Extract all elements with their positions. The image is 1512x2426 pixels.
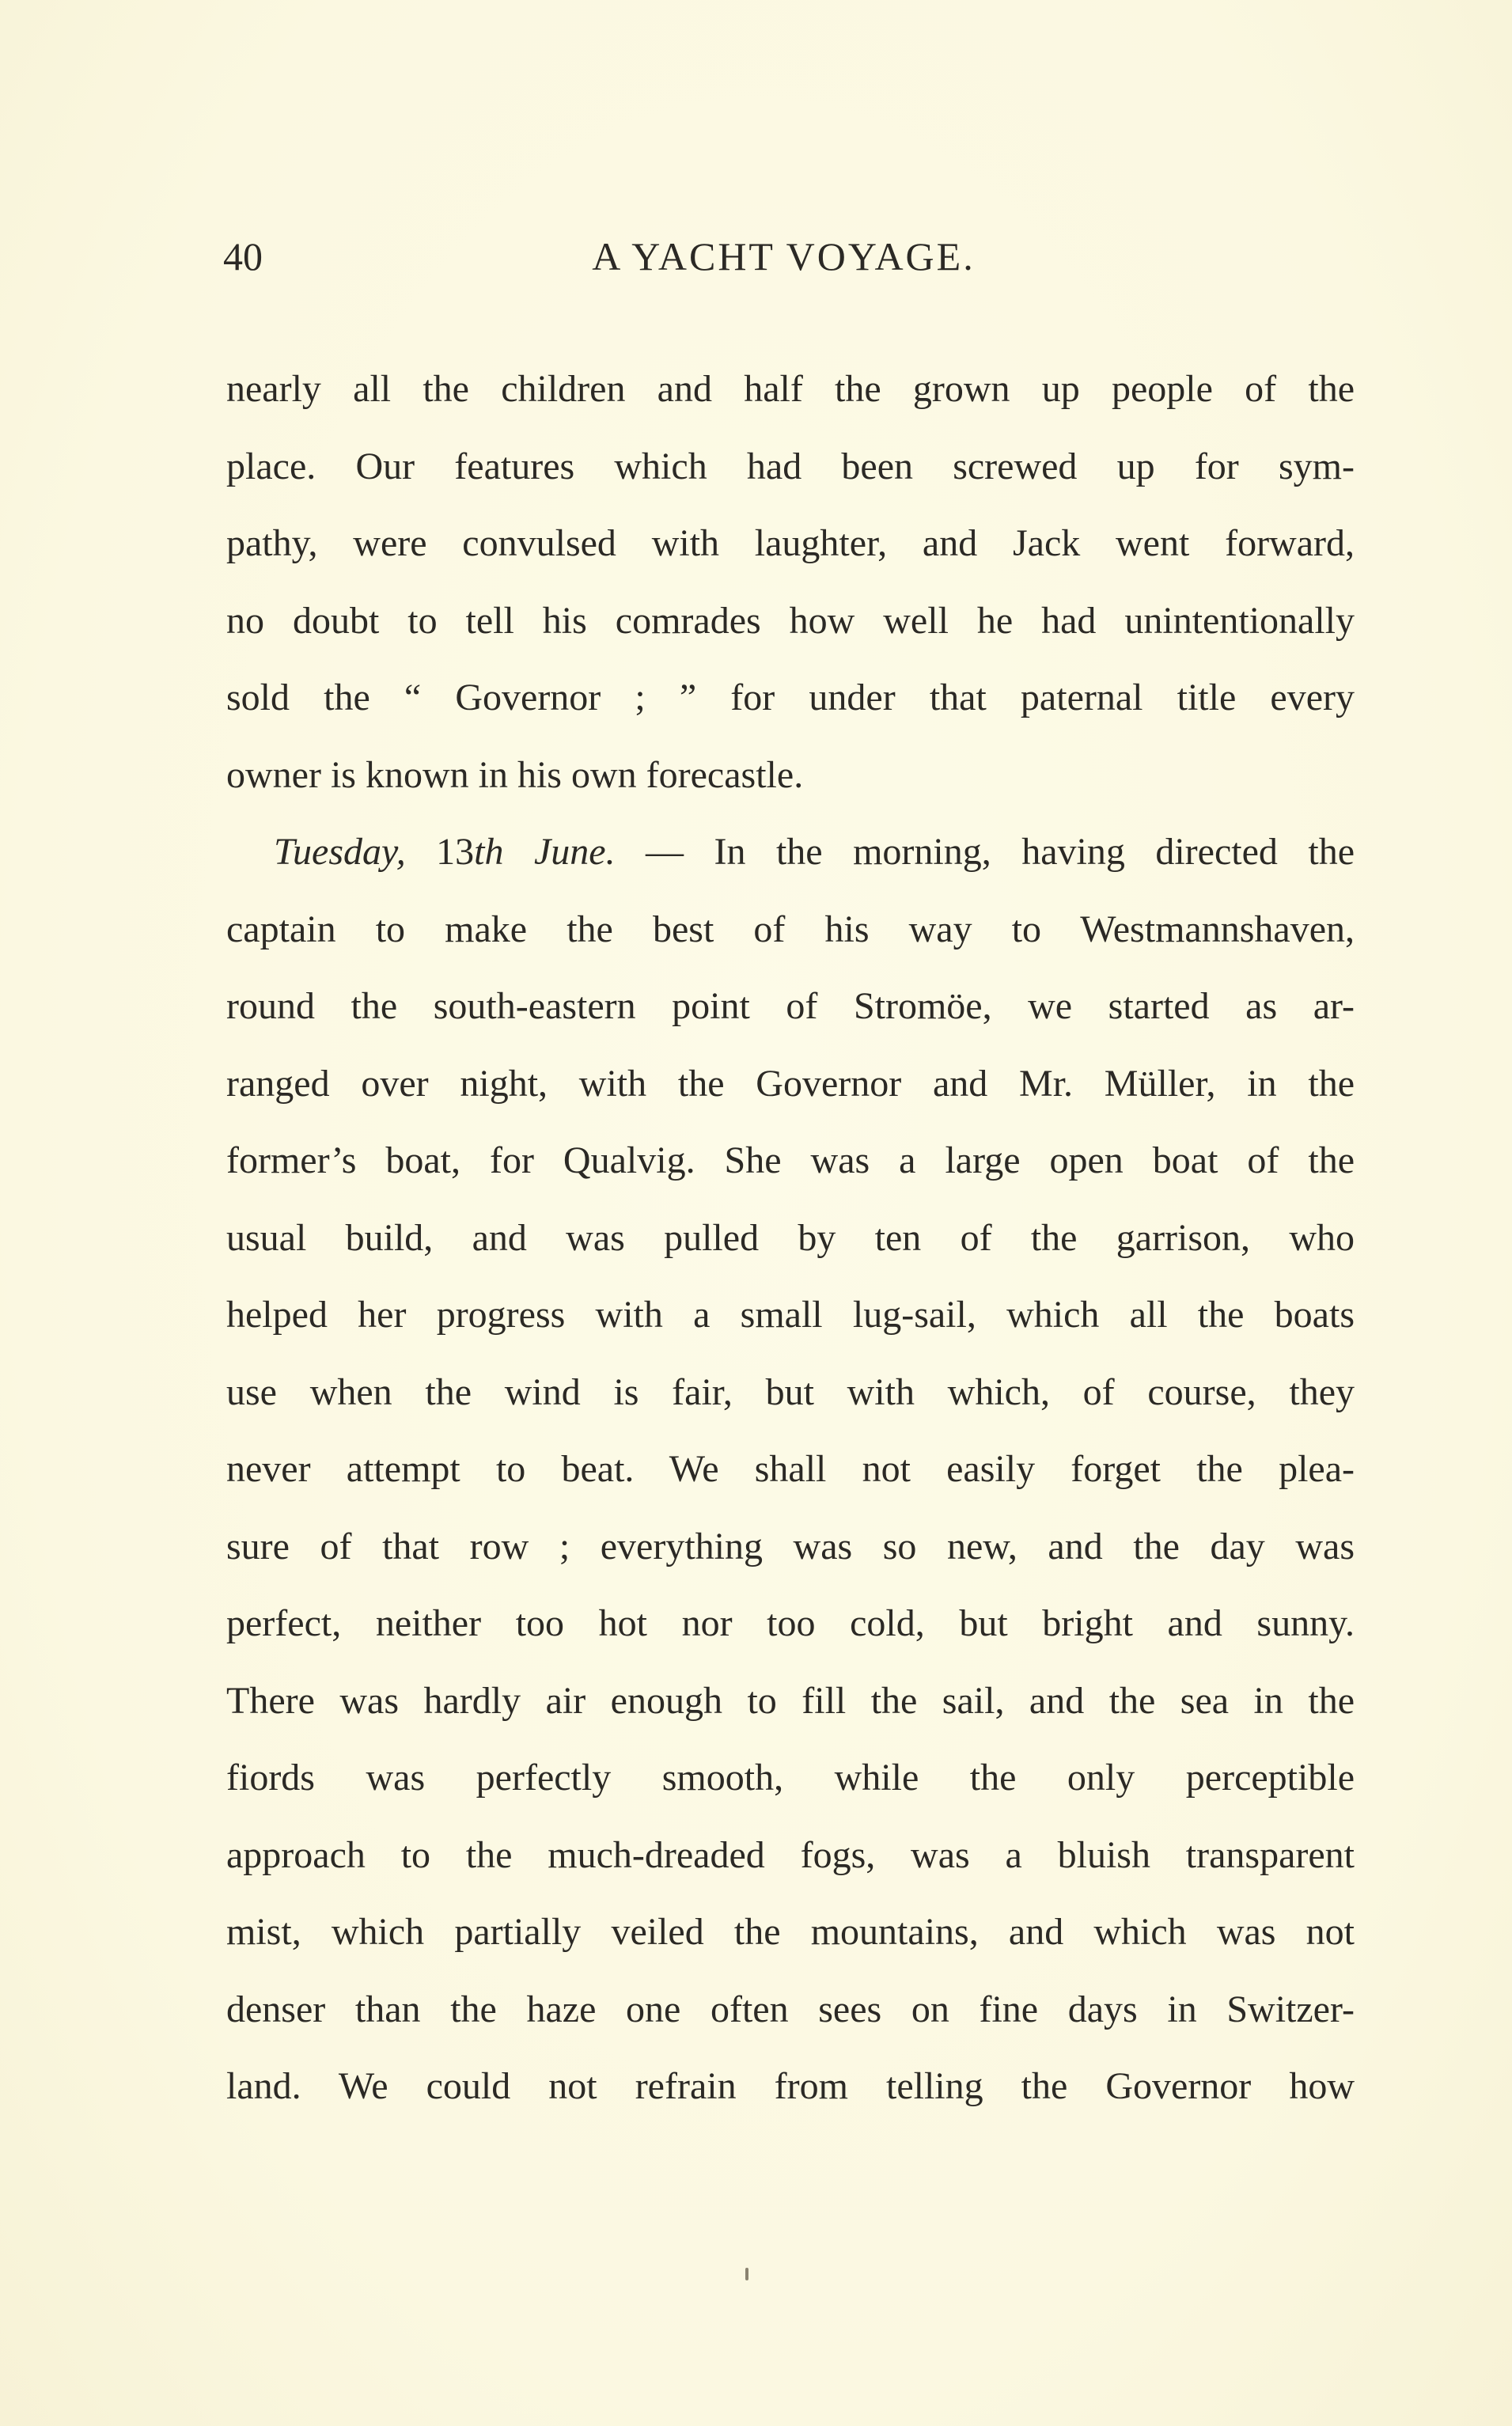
text-line: use when the wind is fair, but with which, of course, they [226,1370,1355,1413]
page-number: 40 [223,234,263,279]
text-line: helped her progress with a small lug-sail, which all the boats [226,1294,1355,1336]
text-line: owner is known in his own forecastle. [226,753,804,796]
text-line: captain to make the best of his way to Westmannshaven, [226,908,1355,950]
paragraph-first-line [226,813,1355,891]
text-line: never attempt to beat. We shall not easily forget the plea- [226,1448,1355,1490]
text-line: land. We could not refrain from telling the Governor how [226,2065,1355,2107]
text-line: fiords was perfectly smooth, while the only perceptible [226,1757,1355,1799]
text-line: There was hardly air enough to fill the sail, and the sea in the [226,1679,1355,1722]
text-line: ranged over night, with the Governor and Mr. Müller, in the [226,1062,1355,1105]
text-line: usual build, and was pulled by ten of the garrison, who [226,1216,1355,1259]
date-number: 13 [436,831,475,873]
text-line: perfect, neither too hot nor too cold, but bright and sunny. [226,1602,1355,1644]
page-body [226,351,1355,2125]
text-line: pathy, were convulsed with laughter, and Jack went forward, [226,522,1355,564]
date-heading [274,831,616,873]
text-line: mist, which partially veiled the mountains, and which was not [226,1911,1355,1953]
text-line: sure of that row ; everything was so new, and the day was [226,1525,1355,1567]
text-line: place. Our features which had been screwed up for sym- [226,445,1355,487]
text-line: round the south-eastern point of Stromöe, we started as ar- [226,985,1355,1027]
text-line: no doubt to tell his comrades how well he had unintentionally [226,599,1355,642]
text-run: — In the morning, having directed the [646,831,1355,873]
text-line: former’s boat, for Qualvig. She was a large open boat of the [226,1139,1355,1181]
date-rest: th June. [474,831,616,873]
text-line: approach to the much-dreaded fogs, was a bluish transparent [226,1833,1355,1876]
text-line: sold the “ Governor ; ” for under that paternal title every [226,677,1355,718]
running-head: A YACHT VOYAGE. [592,234,976,279]
date-day: Tuesday, [274,831,406,873]
text-line: denser than the haze one often sees on fine days in Switzer- [226,1988,1355,2030]
printer-mark [745,2268,748,2280]
text-line: nearly all the children and half the grown up people of the [226,368,1355,410]
